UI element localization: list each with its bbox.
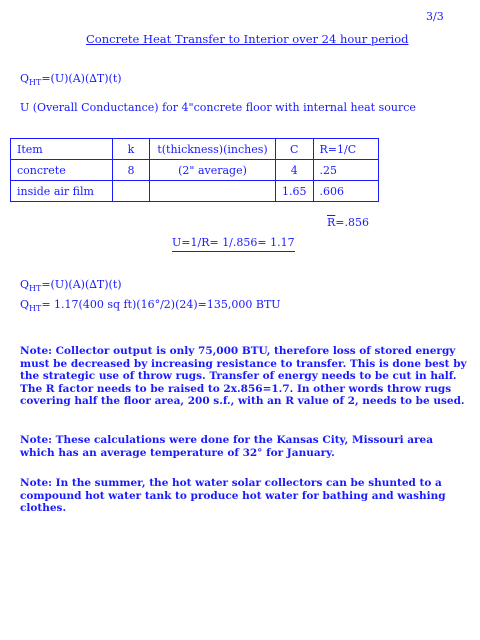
table-header-row [11,139,379,160]
u-result: U=1/R= 1/.856= 1.17 [172,236,295,252]
formula-q: Q [20,298,30,311]
heat-transfer-calculation [20,298,281,313]
formula-subscript: HT [29,304,42,313]
formula-subscript: HT [29,284,42,293]
r-total-value: =.856 [335,216,370,229]
conductance-table [10,138,379,202]
note-summer: Note: In the summer, the hot water solar collectors can be shunted to a compound hot water tank to produce hot water for bathing and washing clothes. [20,477,446,515]
heat-transfer-formula-2 [20,278,122,293]
cell-item: inside air film [11,181,113,202]
table-row [11,181,379,202]
formula-q: Q [20,278,30,291]
header-r: R=1/C [313,139,378,160]
cell-c: 1.65 [276,181,314,202]
table-row [11,160,379,181]
header-item: Item [11,139,113,160]
cell-k: 8 [113,160,150,181]
note-collector-output: Note: Collector output is only 75,000 BTU, therefore loss of stored energy must be decreased by increasing resistance to transfer. This is done best by the strategic use of throw rugs. Transfer of energy needs to be cut in half. The R factor needs to be raised to 2x.856=1.7. In other words throw rugs covering half the floor area, 200 s.f., with an R value of 2, needs to be used. [20,345,467,408]
cell-r: .606 [313,181,378,202]
r-total [327,216,369,229]
formula-expression: =(U)(A)(∆T)(t) [41,278,122,291]
heat-transfer-formula [20,72,122,87]
cell-thickness [150,181,276,202]
header-thickness: t(thickness)(inches) [150,139,276,160]
note-location: Note: These calculations were done for the Kansas City, Missouri area which has an average temperature of 32° for January. [20,434,434,459]
formula-subscript: HT [29,78,42,87]
cell-r: .25 [313,160,378,181]
page-title: Concrete Heat Transfer to Interior over 24 hour period [86,32,409,46]
cell-k [113,181,150,202]
formula-q: Q [20,72,30,85]
cell-c: 4 [276,160,314,181]
header-c: C [276,139,314,160]
cell-thickness: (2" average) [150,160,276,181]
r-total-symbol: $\overline{R}$ [327,216,336,229]
formula-expression: =(U)(A)(∆T)(t) [41,72,122,85]
page-number: 3/3 [426,10,444,23]
cell-item: concrete [11,160,113,181]
formula-expression: = 1.17(400 sq ft)(16°/2)(24)=135,000 BTU [41,298,281,311]
u-definition: U (Overall Conductance) for 4"concrete floor with internal heat source [20,101,416,114]
header-k: k [113,139,150,160]
